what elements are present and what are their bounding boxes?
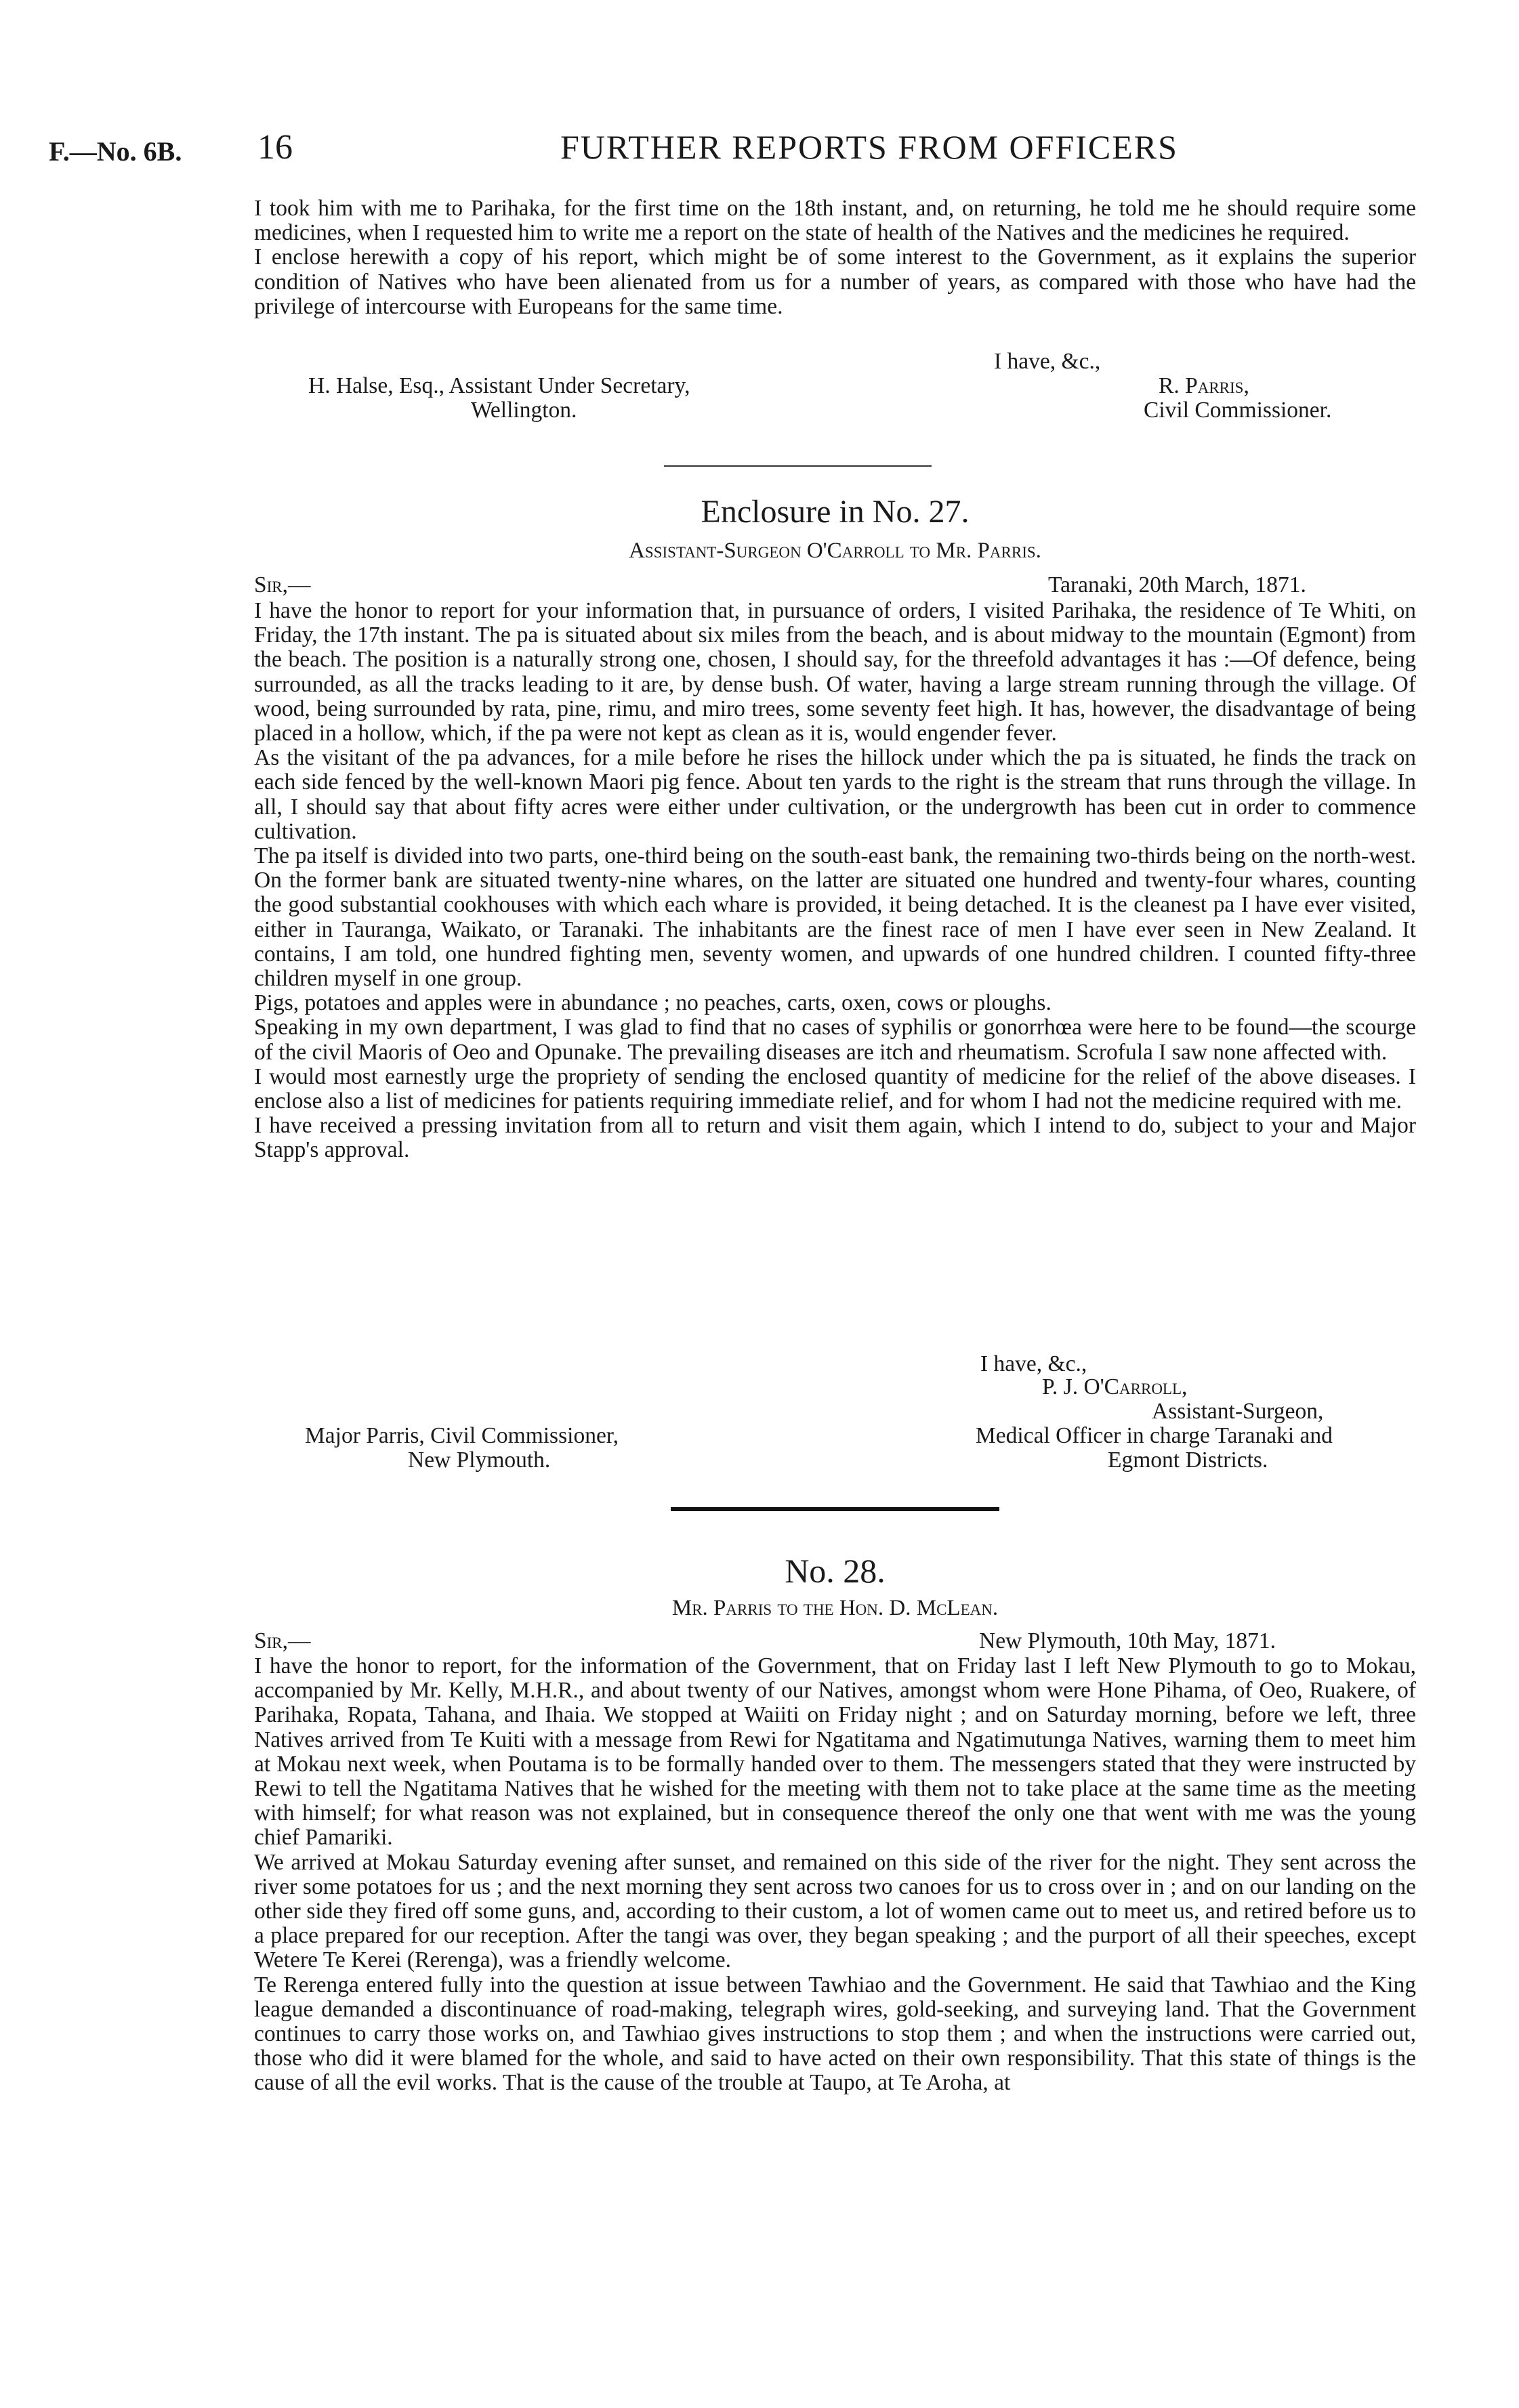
enclosure-paragraph: The pa itself is divided into two parts, one-third being on the south-east bank, the remaining two-thirds being on the north-west. On the former bank are situated twenty-nine whares, on the latter are situated one hundred and twenty-four whares, counting the good substantial cookhouses with which each whare is provided, it being detached. It is the cleanest pa I have ever visited, either in Tauranga, Waikato, or Taranaki. The inhabitants are the finest race of men I have ever seen in New Zealand. It contains, I am told, one hundred fighting men, seventy women, and upwards of one hundred children. I counted fifty-three children myself in one group. [254,843,1416,992]
enclosure-subheading [254,538,1416,564]
enclosure-subheading-text: Assistant-Surgeon O'Carroll to Mr. Parris. [629,538,1041,563]
intro-paragraph: I took him with me to Parihaka, for the first time on the 18th instant, and, on returning, he told me he should require some medicines, when I requested him to write me a report on the state of health of the Natives and the medicines he required. [254,196,1416,246]
enclosure-place-date: Taranaki, 20th March, 1871. [1048,572,1306,597]
enclosure-paragraph: I have the honor to report for your information that, in pursuance of orders, I visited Parihaka, the residence of Te Whiti, on Friday, the 17th instant. The pa is situated about six miles from the beach, and is about midway to the mountain (Egmont) from the beach. The position is a naturally strong one, chosen, I should say, for the threefold advantages it has :—Of defence, being surrounded, as all the tracks leading to it are, by dense bush. Of water, having a large stream running through the village. Of wood, being surrounded by rata, pine, rimu, and miro trees, some seventy feet high. It has, however, the disadvantage of being placed in a hollow, which, if the pa were not kept as clean as it is, would engender fever. [254,598,1416,746]
enclosure-paragraph: Speaking in my own department, I was glad to find that no cases of syphilis or gonorrhœa were here to be found—the scourge of the civil Maoris of Oeo and Opunake. The prevailing diseases are itch and rheumatism. Scrofula I saw none affected with. [254,1015,1416,1065]
intro-paragraph: I enclose herewith a copy of his report, which might be of some interest to the Government, as it explains the superior condition of Natives who have been alienated from us for a number of years, as compared with those who have had the privilege of intercourse with Europeans for the same time. [254,245,1416,319]
letter-paragraph: I have the honor to report, for the information of the Government, that on Friday last I left New Plymouth to go to Mokau, accompanied by Mr. Kelly, M.H.R., and about twenty of our Natives, amongst whom were Hone Pihama, of Oeo, Ruakere, of Parihaka, Ropata, Tahana, and Ihaia. We stopped at Waiiti on Friday night ; and on Saturday morning, before we left, three Natives arrived from Te Kuiti with a message from Rewi for Ngatitama and Ngatimutunga Natives, warning them to meet him at Mokau next week, when Poutama is to be formally handed over to them. The messengers stated that they were instructed by Rewi to tell the Ngatitama Natives that he wished for the meeting with them not to take place at the same time as the meeting with himself; for what reason was not explained, but in consequence thereof the only one that went with me was the young chief Pamariki. [254,1653,1416,1851]
enclosure-addressee: Major Parris, Civil Commissioner, [305,1423,619,1448]
enclosure-signer-title: Egmont Districts. [1108,1448,1268,1473]
section-divider-thick [671,1507,999,1511]
intro-addressee: H. Halse, Esq., Assistant Under Secretary, [308,373,690,398]
enclosure-paragraph: As the visitant of the pa advances, for a mile before he rises the hillock under which the pa is situated, he finds the track on each side fenced by the well-known Maori pig fence. About ten yards to the right is the stream that runs through the village. In all, I should say that about fifty acres were either under cultivation, or the undergrowth has been cut in order to commence cultivation. [254,745,1416,844]
page-number: 16 [257,128,293,167]
intro-section [254,196,1416,319]
enclosure-signer-name: P. J. O'Carroll, [1042,1374,1188,1399]
enclosure-paragraph: Pigs, potatoes and apples were in abundance ; no peaches, carts, oxen, cows or ploughs. [254,990,1052,1016]
document-reference: F.—No. 6B. [49,136,182,167]
letter-paragraph: Te Rerenga entered fully into the question at issue between Tawhiao and the Government. He said that Tawhiao and the King league demanded a discontinuance of road-making, telegraph wires, gold-seeking, and surveying land. That the Government continues to carry those works on, and Tawhiao gives instructions to stop them ; and when the instructions were carried out, those who did it were blamed for the whole, and said to have acted on their own responsibility. That this state of things is the cause of all the evil works. That is the cause of the trouble at Taupo, at Te Aroha, at [254,1972,1416,2096]
page-title: FURTHER REPORTS FROM OFFICERS [560,128,1178,166]
intro-closing: I have, &c., [994,349,1101,374]
enclosure-heading: Enclosure in No. 27. [701,494,970,530]
letter-subheading [254,1596,1416,1621]
section-divider [664,465,932,467]
intro-signer-name: R. Parris, [1159,373,1249,398]
enclosure-salutation: Sir,— [254,572,311,597]
enclosure-addressee-place: New Plymouth. [408,1448,551,1473]
enclosure-body [254,599,1416,1163]
letter-place-date: New Plymouth, 10th May, 1871. [979,1628,1276,1653]
letter-subheading-text: Mr. Parris to the Hon. D. McLean. [671,1596,999,1620]
intro-addressee-place: Wellington. [471,398,577,423]
enclosure-closing: I have, &c., [980,1351,1087,1376]
letter-body [254,1654,1416,2096]
letter-salutation: Sir,— [254,1628,311,1653]
running-header [49,127,1472,175]
enclosure-paragraph: I have received a pressing invitation from all to return and visit them again, which I intend to do, subject to your and Major Stapp's approval. [254,1113,1416,1163]
letter-paragraph: We arrived at Mokau Saturday evening after sunset, and remained on this side of the river for the night. They sent across the river some potatoes for us ; and the next morning they sent across two canoes for us to cross over in ; and on our landing on the other side they fired off some guns, and, according to their custom, a lot of women came out to meet us, and retired before us to a place prepared for our reception. After the tangi was over, they began speaking ; and the purport of all their speeches, except Wetere Te Kerei (Rerenga), was a friendly welcome. [254,1849,1416,1973]
letter-heading: No. 28. [785,1552,886,1590]
intro-signer-title: Civil Commissioner. [1144,398,1332,423]
enclosure-paragraph: I would most earnestly urge the propriety of sending the enclosed quantity of medicine for the relief of the above diseases. I enclose also a list of medicines for patients requiring immediate relief, and for whom I had not the medicine required with me. [254,1063,1416,1114]
enclosure-signer-title: Assistant-Surgeon, [1152,1399,1324,1424]
enclosure-signer-title: Medical Officer in charge Taranaki and [976,1423,1333,1448]
